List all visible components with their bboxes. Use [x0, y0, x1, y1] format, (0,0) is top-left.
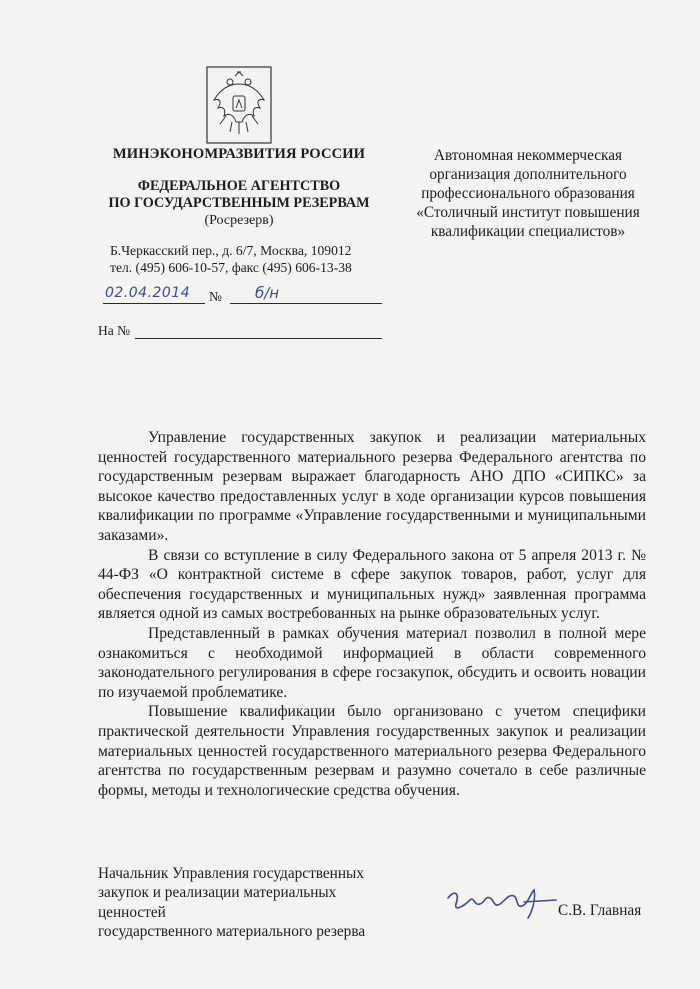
- signatory-title-line-2: закупок и реализации материальных ценностей: [98, 884, 337, 921]
- agency-line-1: ФЕДЕРАЛЬНОЕ АГЕНТСТВО: [137, 178, 341, 194]
- handwritten-number: б/н: [255, 284, 280, 302]
- addressee-line-1: Автономная некоммерческая: [433, 147, 623, 164]
- addressee-line-5: квалификации специалистов»: [430, 223, 626, 240]
- reference-label: На №: [98, 323, 130, 338]
- addressee-block: [396, 146, 660, 241]
- address-line-1: Б.Черкасский пер., д. 6/7, Москва, 109012: [110, 243, 352, 258]
- body-paragraph-1: Управление государственных закупок и реализации материальных ценностей государственного материального резерва Федерального агентства по государственным резервам выражает благодарность АНО ДПО «СИПКС» за высокое качество предоставленных услуг в ходе организации курсов повышения квалификации по программе «Управление государственными и муниципальными заказами».: [98, 429, 646, 544]
- addressee-line-2: организация дополнительного: [429, 166, 627, 183]
- sender-address: [104, 242, 374, 276]
- letter-body: [98, 428, 646, 800]
- sender-block: [104, 146, 374, 276]
- body-paragraph-3: Представленный в рамках обучения материал позволил в полной мере ознакомиться с необходимой информацией в области современного законодательного регулирования в сфере госзакупок, обсудить и освоить новации по изучаемой проблематике.: [98, 624, 646, 701]
- registration-date-row: [95, 282, 385, 308]
- agency-name: [104, 178, 374, 212]
- number-underline: [230, 303, 382, 304]
- signatory-title-line-1: Начальник Управления государственных: [98, 865, 364, 882]
- double-headed-eagle-icon: [206, 66, 272, 144]
- agency-line-2: ПО ГОСУДАРСТВЕННЫМ РЕЗЕРВАМ: [108, 195, 370, 211]
- address-line-2: тел. (495) 606-10-57, факс (495) 606-13-38: [110, 260, 352, 275]
- ministry-name: МИНЭКОНОМРАЗВИТИЯ РОССИИ: [112, 146, 366, 162]
- number-label: №: [209, 289, 222, 304]
- addressee-line-3: профессионального образования: [421, 185, 635, 202]
- signatory-name: С.В. Главная: [558, 902, 642, 919]
- date-underline: [103, 303, 205, 304]
- reference-underline: [135, 338, 382, 339]
- signatory-title: [98, 864, 398, 942]
- body-paragraph-2: В связи со вступление в силу Федерального закона от 5 апреля 2013 г. № 44-ФЗ «О контрактной системе в сфере закупок товаров, работ, услуг для обеспечения государственных и муниципальных нужд» заявленная программа является одной из самых востребованных на рынке образовательных услуг.: [98, 546, 646, 623]
- handwritten-date: 02.04.2014: [105, 285, 191, 301]
- reference-row: [95, 323, 385, 343]
- handwritten-signature-icon: [444, 884, 564, 924]
- body-paragraph-4: Повышение квалификации было организовано с учетом специфики практической деятельности Управления государственных закупок и реализации материальных ценностей государственного материального резерва Федерального агентства по государственным резервам и разумно сочетало в себе различные формы, методы и технологические средства обучения.: [98, 703, 646, 799]
- addressee-line-4: «Столичный институт повышения: [416, 204, 640, 221]
- agency-short-name: (Росрезерв): [204, 213, 274, 228]
- signatory-title-line-3: государственного материального резерва: [98, 923, 366, 941]
